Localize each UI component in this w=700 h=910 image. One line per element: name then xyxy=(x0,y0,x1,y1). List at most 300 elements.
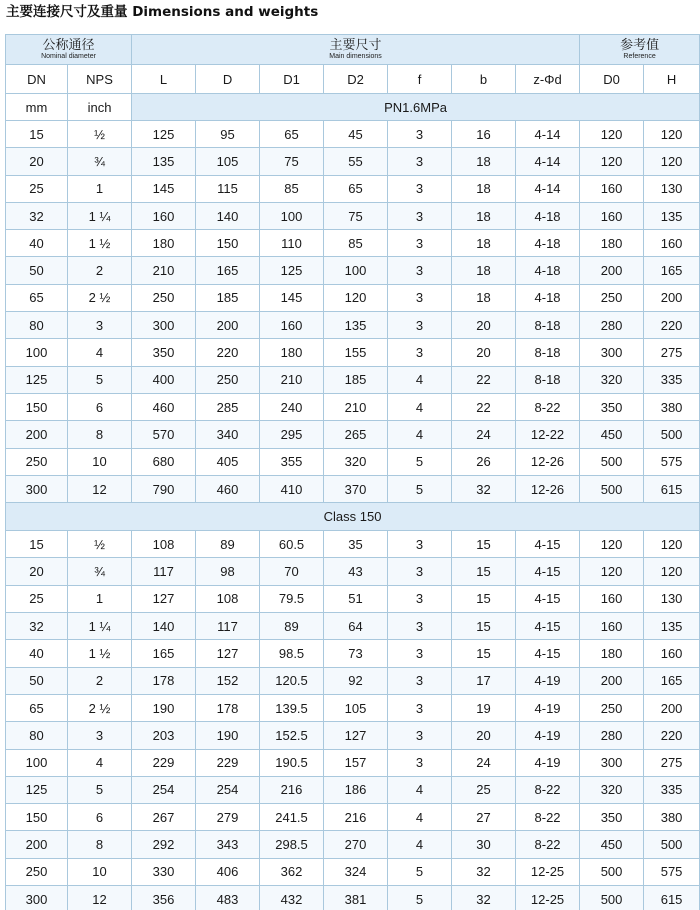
cell-d: 95 xyxy=(196,121,260,148)
cell-z-d: 8-18 xyxy=(516,339,580,366)
unit-nps: inch xyxy=(68,94,132,121)
cell-d0: 350 xyxy=(580,804,644,831)
cell-d2: 73 xyxy=(324,640,388,667)
cell-z-d: 8-22 xyxy=(516,776,580,803)
cell-z-d: 8-22 xyxy=(516,831,580,858)
cell-dn: 25 xyxy=(6,175,68,202)
cell-d: 140 xyxy=(196,202,260,229)
cell-h: 275 xyxy=(644,749,700,776)
cell-dn: 15 xyxy=(6,121,68,148)
cell-d1: 70 xyxy=(260,558,324,585)
cell-z-d: 4-18 xyxy=(516,284,580,311)
cell-f: 3 xyxy=(388,640,452,667)
cell-l: 108 xyxy=(132,531,196,558)
cell-l: 356 xyxy=(132,886,196,910)
table-row xyxy=(6,284,700,311)
cell-f: 3 xyxy=(388,230,452,257)
cell-d: 190 xyxy=(196,722,260,749)
cell-f: 3 xyxy=(388,558,452,585)
cell-h: 220 xyxy=(644,312,700,339)
cell-nps: 10 xyxy=(68,858,132,885)
cell-nps: ½ xyxy=(68,531,132,558)
cell-b: 32 xyxy=(452,886,516,910)
cell-f: 3 xyxy=(388,749,452,776)
cell-d0: 120 xyxy=(580,148,644,175)
cell-d1: 216 xyxy=(260,776,324,803)
cell-d2: 43 xyxy=(324,558,388,585)
cell-dn: 20 xyxy=(6,558,68,585)
section-header-row xyxy=(6,503,700,531)
cell-d1: 295 xyxy=(260,421,324,448)
column-header: D0 xyxy=(580,65,644,94)
cell-f: 3 xyxy=(388,722,452,749)
cell-h: 135 xyxy=(644,202,700,229)
cell-dn: 125 xyxy=(6,776,68,803)
cell-f: 5 xyxy=(388,448,452,475)
cell-d0: 450 xyxy=(580,421,644,448)
cell-d: 98 xyxy=(196,558,260,585)
cell-d2: 64 xyxy=(324,613,388,640)
cell-l: 140 xyxy=(132,613,196,640)
column-header-row xyxy=(6,65,700,94)
cell-d1: 355 xyxy=(260,448,324,475)
cell-d2: 120 xyxy=(324,284,388,311)
cell-l: 180 xyxy=(132,230,196,257)
cell-d: 279 xyxy=(196,804,260,831)
cell-l: 254 xyxy=(132,776,196,803)
cell-d1: 298.5 xyxy=(260,831,324,858)
cell-d1: 240 xyxy=(260,393,324,420)
cell-z-d: 12-25 xyxy=(516,886,580,910)
cell-d1: 145 xyxy=(260,284,324,311)
cell-f: 3 xyxy=(388,531,452,558)
cell-z-d: 4-15 xyxy=(516,613,580,640)
group-nominal-diameter xyxy=(6,35,132,65)
cell-h: 165 xyxy=(644,667,700,694)
group-main-dimensions xyxy=(132,35,580,65)
group-label-cn: 公称通径 xyxy=(42,37,95,53)
cell-b: 24 xyxy=(452,749,516,776)
cell-nps: 12 xyxy=(68,886,132,910)
cell-f: 3 xyxy=(388,284,452,311)
table-row xyxy=(6,776,700,803)
cell-b: 22 xyxy=(452,393,516,420)
cell-d2: 157 xyxy=(324,749,388,776)
cell-dn: 200 xyxy=(6,831,68,858)
cell-dn: 125 xyxy=(6,366,68,393)
cell-d1: 410 xyxy=(260,475,324,502)
cell-dn: 250 xyxy=(6,858,68,885)
cell-d2: 65 xyxy=(324,175,388,202)
cell-d: 340 xyxy=(196,421,260,448)
table-row xyxy=(6,393,700,420)
cell-l: 135 xyxy=(132,148,196,175)
cell-dn: 100 xyxy=(6,339,68,366)
cell-nps: 1 ½ xyxy=(68,640,132,667)
cell-h: 130 xyxy=(644,585,700,612)
column-header: D2 xyxy=(324,65,388,94)
cell-z-d: 8-18 xyxy=(516,312,580,339)
table-row xyxy=(6,312,700,339)
cell-d1: 65 xyxy=(260,121,324,148)
cell-d2: 92 xyxy=(324,667,388,694)
cell-f: 4 xyxy=(388,366,452,393)
cell-dn: 80 xyxy=(6,312,68,339)
cell-h: 335 xyxy=(644,776,700,803)
cell-f: 4 xyxy=(388,804,452,831)
cell-d: 405 xyxy=(196,448,260,475)
cell-d0: 500 xyxy=(580,448,644,475)
cell-l: 203 xyxy=(132,722,196,749)
cell-h: 120 xyxy=(644,558,700,585)
section-label: Class 150 xyxy=(6,503,700,531)
table-row xyxy=(6,640,700,667)
table-row xyxy=(6,366,700,393)
cell-d0: 160 xyxy=(580,585,644,612)
cell-l: 145 xyxy=(132,175,196,202)
table-row xyxy=(6,831,700,858)
cell-nps: 1 ¼ xyxy=(68,613,132,640)
cell-f: 3 xyxy=(388,202,452,229)
cell-d2: 45 xyxy=(324,121,388,148)
cell-d: 483 xyxy=(196,886,260,910)
cell-d: 108 xyxy=(196,585,260,612)
cell-z-d: 4-14 xyxy=(516,121,580,148)
cell-d: 200 xyxy=(196,312,260,339)
cell-d: 115 xyxy=(196,175,260,202)
cell-b: 18 xyxy=(452,175,516,202)
cell-d1: 75 xyxy=(260,148,324,175)
cell-b: 30 xyxy=(452,831,516,858)
cell-h: 380 xyxy=(644,804,700,831)
column-header: b xyxy=(452,65,516,94)
cell-f: 5 xyxy=(388,858,452,885)
cell-d0: 180 xyxy=(580,230,644,257)
cell-h: 615 xyxy=(644,475,700,502)
cell-d2: 320 xyxy=(324,448,388,475)
cell-d1: 190.5 xyxy=(260,749,324,776)
cell-d0: 320 xyxy=(580,776,644,803)
cell-d1: 125 xyxy=(260,257,324,284)
table-row xyxy=(6,722,700,749)
cell-d1: 139.5 xyxy=(260,694,324,721)
cell-h: 275 xyxy=(644,339,700,366)
cell-b: 15 xyxy=(452,640,516,667)
cell-l: 300 xyxy=(132,312,196,339)
cell-d1: 85 xyxy=(260,175,324,202)
cell-d1: 241.5 xyxy=(260,804,324,831)
cell-f: 4 xyxy=(388,421,452,448)
cell-z-d: 4-18 xyxy=(516,230,580,257)
table-row xyxy=(6,148,700,175)
cell-z-d: 4-19 xyxy=(516,722,580,749)
cell-l: 117 xyxy=(132,558,196,585)
cell-b: 22 xyxy=(452,366,516,393)
column-header: z-Φd xyxy=(516,65,580,94)
cell-d1: 120.5 xyxy=(260,667,324,694)
cell-f: 5 xyxy=(388,475,452,502)
cell-l: 127 xyxy=(132,585,196,612)
cell-dn: 40 xyxy=(6,640,68,667)
cell-d: 220 xyxy=(196,339,260,366)
cell-d: 343 xyxy=(196,831,260,858)
cell-d2: 155 xyxy=(324,339,388,366)
cell-dn: 150 xyxy=(6,804,68,831)
cell-dn: 32 xyxy=(6,202,68,229)
cell-d2: 381 xyxy=(324,886,388,910)
cell-d1: 98.5 xyxy=(260,640,324,667)
cell-b: 27 xyxy=(452,804,516,831)
cell-l: 229 xyxy=(132,749,196,776)
group-label-en: Main dimensions xyxy=(329,53,382,61)
table-row xyxy=(6,886,700,910)
cell-f: 4 xyxy=(388,393,452,420)
cell-d0: 280 xyxy=(580,312,644,339)
cell-d2: 51 xyxy=(324,585,388,612)
cell-d0: 200 xyxy=(580,667,644,694)
cell-f: 3 xyxy=(388,613,452,640)
cell-d: 89 xyxy=(196,531,260,558)
cell-nps: 1 xyxy=(68,175,132,202)
cell-d0: 300 xyxy=(580,339,644,366)
cell-z-d: 4-19 xyxy=(516,694,580,721)
cell-z-d: 8-18 xyxy=(516,366,580,393)
cell-b: 17 xyxy=(452,667,516,694)
cell-d0: 500 xyxy=(580,886,644,910)
cell-d1: 160 xyxy=(260,312,324,339)
cell-b: 16 xyxy=(452,121,516,148)
cell-d1: 110 xyxy=(260,230,324,257)
cell-d0: 160 xyxy=(580,202,644,229)
cell-d0: 280 xyxy=(580,722,644,749)
cell-dn: 20 xyxy=(6,148,68,175)
cell-b: 32 xyxy=(452,475,516,502)
cell-f: 3 xyxy=(388,175,452,202)
cell-d2: 265 xyxy=(324,421,388,448)
cell-d: 460 xyxy=(196,475,260,502)
cell-l: 292 xyxy=(132,831,196,858)
cell-d1: 60.5 xyxy=(260,531,324,558)
table-row xyxy=(6,421,700,448)
cell-b: 19 xyxy=(452,694,516,721)
cell-h: 120 xyxy=(644,121,700,148)
column-header: H xyxy=(644,65,700,94)
table-row xyxy=(6,749,700,776)
cell-d2: 135 xyxy=(324,312,388,339)
cell-l: 160 xyxy=(132,202,196,229)
cell-dn: 300 xyxy=(6,475,68,502)
cell-dn: 200 xyxy=(6,421,68,448)
cell-nps: ½ xyxy=(68,121,132,148)
cell-f: 5 xyxy=(388,886,452,910)
cell-d: 285 xyxy=(196,393,260,420)
cell-d0: 120 xyxy=(580,558,644,585)
cell-z-d: 8-22 xyxy=(516,804,580,831)
cell-b: 20 xyxy=(452,722,516,749)
table-row xyxy=(6,858,700,885)
cell-b: 18 xyxy=(452,148,516,175)
cell-l: 165 xyxy=(132,640,196,667)
cell-b: 20 xyxy=(452,312,516,339)
cell-nps: ¾ xyxy=(68,558,132,585)
cell-d0: 350 xyxy=(580,393,644,420)
cell-f: 3 xyxy=(388,312,452,339)
cell-d0: 500 xyxy=(580,475,644,502)
cell-h: 380 xyxy=(644,393,700,420)
table-row xyxy=(6,448,700,475)
column-header: DN xyxy=(6,65,68,94)
cell-b: 20 xyxy=(452,339,516,366)
cell-d0: 180 xyxy=(580,640,644,667)
cell-b: 18 xyxy=(452,284,516,311)
cell-f: 3 xyxy=(388,585,452,612)
cell-dn: 300 xyxy=(6,886,68,910)
cell-h: 200 xyxy=(644,694,700,721)
cell-l: 178 xyxy=(132,667,196,694)
dimensions-table xyxy=(5,34,700,910)
cell-nps: 6 xyxy=(68,804,132,831)
cell-d1: 79.5 xyxy=(260,585,324,612)
cell-h: 200 xyxy=(644,284,700,311)
cell-b: 26 xyxy=(452,448,516,475)
cell-d1: 362 xyxy=(260,858,324,885)
cell-nps: 5 xyxy=(68,776,132,803)
cell-z-d: 12-22 xyxy=(516,421,580,448)
cell-h: 575 xyxy=(644,858,700,885)
column-header: L xyxy=(132,65,196,94)
cell-b: 18 xyxy=(452,257,516,284)
cell-d2: 210 xyxy=(324,393,388,420)
cell-d1: 89 xyxy=(260,613,324,640)
column-header: D1 xyxy=(260,65,324,94)
cell-nps: 1 ½ xyxy=(68,230,132,257)
cell-d2: 324 xyxy=(324,858,388,885)
table-row xyxy=(6,257,700,284)
cell-d2: 127 xyxy=(324,722,388,749)
cell-dn: 150 xyxy=(6,393,68,420)
cell-l: 330 xyxy=(132,858,196,885)
cell-d2: 85 xyxy=(324,230,388,257)
cell-nps: 12 xyxy=(68,475,132,502)
cell-l: 350 xyxy=(132,339,196,366)
cell-dn: 80 xyxy=(6,722,68,749)
cell-nps: 2 ½ xyxy=(68,284,132,311)
cell-d0: 320 xyxy=(580,366,644,393)
table-row xyxy=(6,804,700,831)
cell-h: 165 xyxy=(644,257,700,284)
cell-b: 18 xyxy=(452,230,516,257)
cell-l: 250 xyxy=(132,284,196,311)
group-reference xyxy=(580,35,700,65)
unit-dn: mm xyxy=(6,94,68,121)
cell-dn: 15 xyxy=(6,531,68,558)
cell-d2: 270 xyxy=(324,831,388,858)
cell-d2: 75 xyxy=(324,202,388,229)
cell-f: 3 xyxy=(388,148,452,175)
cell-l: 570 xyxy=(132,421,196,448)
cell-dn: 100 xyxy=(6,749,68,776)
cell-d0: 250 xyxy=(580,284,644,311)
cell-d: 105 xyxy=(196,148,260,175)
cell-h: 120 xyxy=(644,531,700,558)
cell-d1: 180 xyxy=(260,339,324,366)
cell-l: 267 xyxy=(132,804,196,831)
cell-d0: 160 xyxy=(580,175,644,202)
cell-nps: 10 xyxy=(68,448,132,475)
cell-nps: 8 xyxy=(68,831,132,858)
cell-d0: 200 xyxy=(580,257,644,284)
cell-d: 127 xyxy=(196,640,260,667)
cell-b: 15 xyxy=(452,558,516,585)
cell-z-d: 4-19 xyxy=(516,749,580,776)
table-row xyxy=(6,613,700,640)
cell-d0: 300 xyxy=(580,749,644,776)
cell-dn: 32 xyxy=(6,613,68,640)
cell-d: 250 xyxy=(196,366,260,393)
cell-nps: 2 xyxy=(68,257,132,284)
cell-d: 152 xyxy=(196,667,260,694)
cell-d2: 216 xyxy=(324,804,388,831)
cell-nps: 4 xyxy=(68,749,132,776)
cell-d2: 105 xyxy=(324,694,388,721)
table-body xyxy=(6,94,700,910)
cell-dn: 250 xyxy=(6,448,68,475)
group-label-en: Reference xyxy=(623,53,656,61)
cell-d0: 120 xyxy=(580,531,644,558)
cell-z-d: 4-15 xyxy=(516,531,580,558)
cell-d: 229 xyxy=(196,749,260,776)
cell-dn: 40 xyxy=(6,230,68,257)
cell-nps: 8 xyxy=(68,421,132,448)
cell-b: 15 xyxy=(452,613,516,640)
cell-dn: 65 xyxy=(6,284,68,311)
table-row xyxy=(6,121,700,148)
cell-z-d: 12-26 xyxy=(516,448,580,475)
cell-nps: ¾ xyxy=(68,148,132,175)
cell-z-d: 4-15 xyxy=(516,640,580,667)
cell-d1: 152.5 xyxy=(260,722,324,749)
group-label-cn: 参考值 xyxy=(620,37,660,53)
cell-nps: 5 xyxy=(68,366,132,393)
column-header: D xyxy=(196,65,260,94)
section-label: PN1.6MPa xyxy=(132,94,700,121)
cell-z-d: 4-14 xyxy=(516,175,580,202)
cell-z-d: 12-25 xyxy=(516,858,580,885)
cell-d1: 100 xyxy=(260,202,324,229)
cell-b: 18 xyxy=(452,202,516,229)
cell-f: 3 xyxy=(388,694,452,721)
table-row xyxy=(6,339,700,366)
group-label-en: Nominal diameter xyxy=(41,53,96,61)
section-header-row xyxy=(6,94,700,121)
table-row xyxy=(6,694,700,721)
cell-d2: 55 xyxy=(324,148,388,175)
cell-d: 185 xyxy=(196,284,260,311)
cell-z-d: 4-18 xyxy=(516,257,580,284)
cell-nps: 6 xyxy=(68,393,132,420)
cell-b: 15 xyxy=(452,531,516,558)
cell-b: 25 xyxy=(452,776,516,803)
cell-b: 24 xyxy=(452,421,516,448)
cell-d1: 432 xyxy=(260,886,324,910)
cell-nps: 2 ½ xyxy=(68,694,132,721)
cell-d: 254 xyxy=(196,776,260,803)
cell-d2: 186 xyxy=(324,776,388,803)
cell-l: 790 xyxy=(132,475,196,502)
cell-d0: 120 xyxy=(580,121,644,148)
cell-l: 210 xyxy=(132,257,196,284)
cell-l: 460 xyxy=(132,393,196,420)
